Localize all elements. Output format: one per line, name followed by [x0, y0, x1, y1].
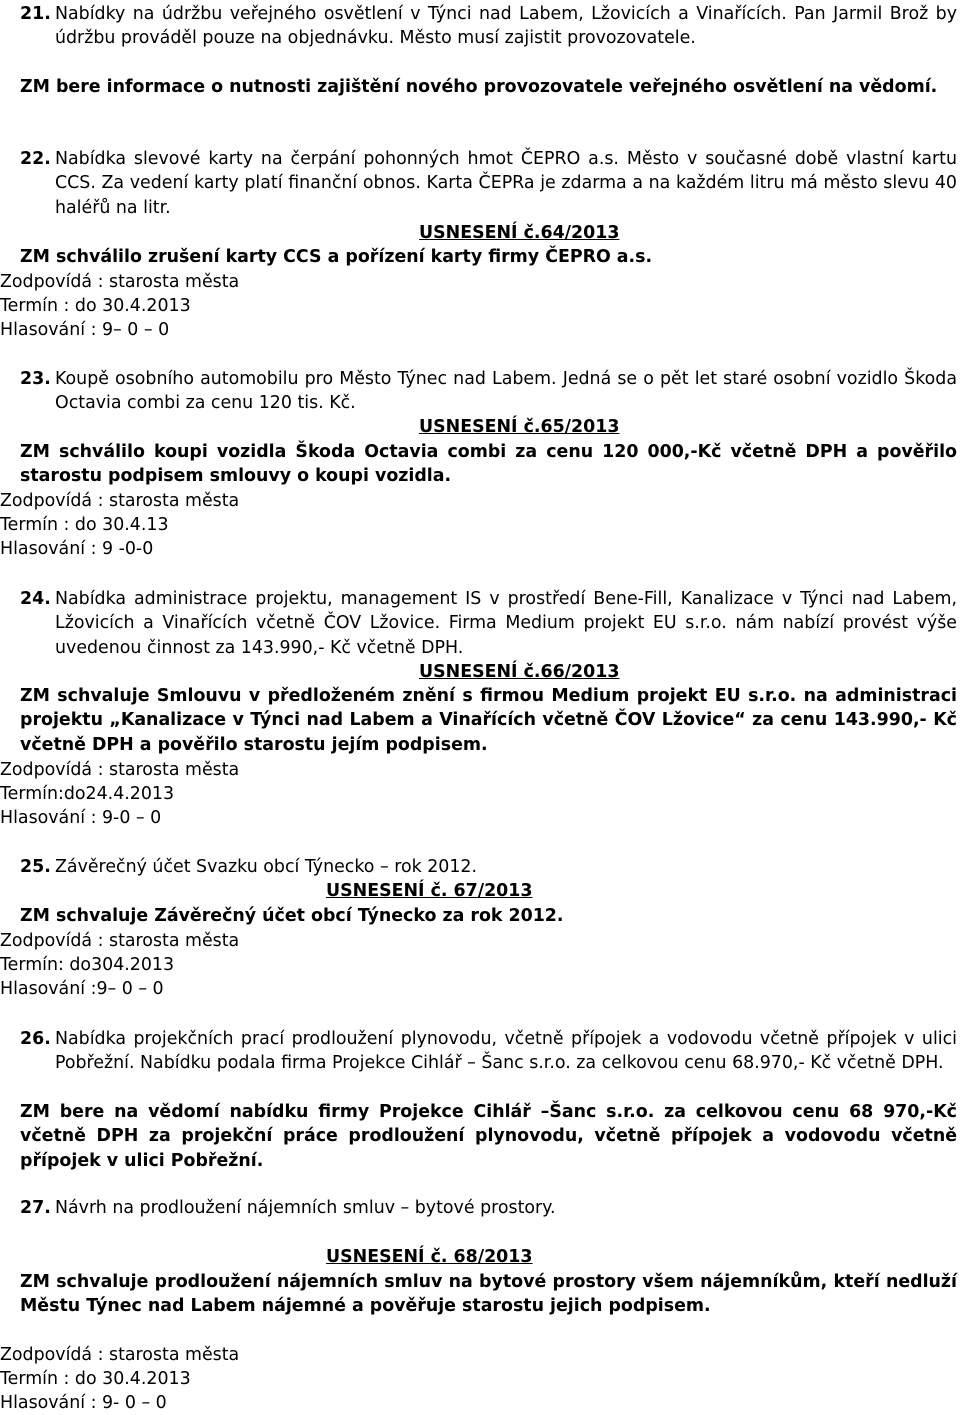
item-intro: Koupě osobního automobilu pro Město Týnec nad Labem. Jedná se o pět let staré osobní vozidlo Škoda Octavia combi za cenu 120 tis. Kč. [55, 369, 957, 414]
resolution-66: USNESENÍ č.66/2013 [419, 662, 620, 682]
resolution-68: USNESENÍ č. 68/2013 [326, 1247, 533, 1267]
item-number: 25. [20, 857, 51, 877]
agenda-item-22 [20, 147, 957, 220]
decision-26: ZM bere na vědomí nabídku firmy Projekce Cihlář –Šanc s.r.o. za celkovou cenu 68 970,-Kč včetně DPH za projekční práce prodloužení plynovodu, včetně přípojek a vodovodu včetně přípojek v ulici Pobřežní. [20, 1102, 957, 1171]
item-number: 27. [20, 1198, 51, 1218]
decision-24: ZM schvaluje Smlouvu v předloženém znění s firmou Medium projekt EU s.r.o. na administraci projektu „Kanalizace v Týnci nad Labem a Vinařících včetně ČOV Lžovice“ za cenu 143.990,- Kč včetně DPH a pověřilo starostu jejím podpisem. [20, 686, 957, 755]
resolution-67: USNESENÍ č. 67/2013 [326, 881, 533, 901]
vote-24: Hlasování : 9-0 – 0 [0, 808, 162, 828]
item-intro: Závěrečný účet Svazku obcí Týnecko – rok 2012. [55, 857, 477, 877]
responsible-25: Zodpovídá : starosta města [0, 931, 240, 951]
item-number: 23. [20, 369, 51, 389]
agenda-item-23 [20, 367, 957, 416]
agenda-item-24 [20, 587, 957, 660]
item-number: 26. [20, 1029, 51, 1049]
responsible-22: Zodpovídá : starosta města [0, 272, 240, 292]
vote-25: Hlasování :9– 0 – 0 [0, 979, 164, 999]
decision-25: ZM schvaluje Závěrečný účet obcí Týnecko za rok 2012. [20, 906, 564, 926]
deadline-23: Termín : do 30.4.13 [0, 515, 169, 535]
deadline-22: Termín : do 30.4.2013 [0, 296, 191, 316]
decision-27: ZM schvaluje prodloužení nájemních smluv na bytové prostory všem nájemníkům, kteří nedluží Městu Týnec nad Labem nájemné a pověřuje starostu jejich podpisem. [20, 1272, 957, 1317]
vote-23: Hlasování : 9 -0-0 [0, 539, 154, 559]
item-number: 24. [20, 589, 51, 609]
decision-21: ZM bere informace o nutnosti zajištění nového provozovatele veřejného osvětlení na vědomí. [20, 77, 938, 97]
agenda-item-26 [20, 1027, 957, 1076]
resolution-65: USNESENÍ č.65/2013 [419, 417, 620, 437]
agenda-item-25 [20, 855, 957, 879]
responsible-27: Zodpovídá : starosta města [0, 1345, 240, 1365]
vote-27: Hlasování : 9- 0 – 0 [0, 1393, 167, 1413]
responsible-23: Zodpovídá : starosta města [0, 491, 240, 511]
deadline-24: Termín:do24.4.2013 [0, 784, 175, 804]
vote-22: Hlasování : 9– 0 – 0 [0, 320, 170, 340]
item-number: 21. [20, 4, 51, 24]
deadline-25: Termín: do304.2013 [0, 955, 175, 975]
resolution-64: USNESENÍ č.64/2013 [419, 223, 620, 243]
decision-23: ZM schválilo koupi vozidla Škoda Octavia combi za cenu 120 000,-Kč včetně DPH a pověřilo starostu podpisem smlouvy o koupi vozidla. [20, 442, 957, 487]
deadline-27: Termín : do 30.4.2013 [0, 1369, 191, 1389]
item-number: 22. [20, 149, 51, 169]
item-intro: Nabídky na údržbu veřejného osvětlení v Týnci nad Labem, Lžovicích a Vinařících. Pan Jarmil Brož by údržbu prováděl pouze na objednávku. Město musí zajistit provozovatele. [55, 4, 957, 49]
item-intro: Nabídka administrace projektu, management IS v prostředí Bene-Fill, Kanalizace v Týnci nad Labem, Lžovicích a Vinařících včetně ČOV Lžovice. Firma Medium projekt EU s.r.o. nám nabízí provést výše uvedenou činnost za 143.990,- Kč včetně DPH. [55, 589, 957, 658]
item-intro: Nabídka projekčních prací prodloužení plynovodu, včetně přípojek a vodovodu včetně přípojek v ulici Pobřežní. Nabídku podala firma Projekce Cihlář – Šanc s.r.o. za celkovou cenu 68.970,- Kč včetně DPH. [55, 1029, 957, 1074]
item-intro: Nabídka slevové karty na čerpání pohonných hmot ČEPRO a.s. Město v současné době vlastní kartu CCS. Za vedení karty platí finanční obnos. Karta ČEPRa je zdarma a na každém litru má město slevu 40 haléřů na litr. [55, 149, 957, 218]
responsible-24: Zodpovídá : starosta města [0, 760, 240, 780]
agenda-item-21 [20, 2, 957, 51]
item-intro: Návrh na prodloužení nájemních smluv – bytové prostory. [55, 1198, 556, 1218]
decision-22: ZM schválilo zrušení karty CCS a pořízení karty firmy ČEPRO a.s. [20, 247, 653, 267]
agenda-item-27 [20, 1196, 957, 1220]
